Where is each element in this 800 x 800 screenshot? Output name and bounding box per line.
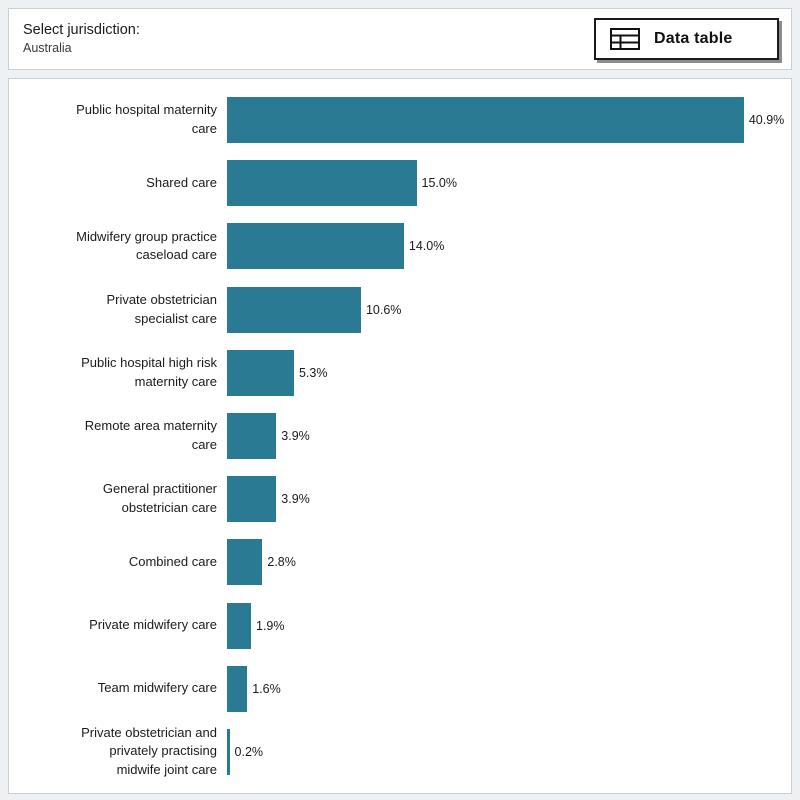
bar[interactable] (227, 413, 276, 459)
bar-value-label: 40.9% (748, 113, 785, 127)
chart-row (19, 721, 781, 783)
category-label: Private obstetrician specialist care (106, 291, 217, 326)
category-label: Team midwifery care (97, 680, 217, 696)
category-label: Remote area maternity care (84, 418, 217, 452)
bar-value-label: 1.9% (256, 618, 285, 633)
bar-area (227, 342, 781, 404)
bar-area (227, 89, 784, 151)
bar[interactable] (227, 97, 744, 143)
bar-area (227, 279, 781, 341)
bar-value-label: 15.0% (421, 176, 457, 191)
bar-area (227, 152, 781, 214)
bar-area (227, 658, 781, 720)
chart-row (19, 89, 785, 151)
bar-value-label: 3.9% (281, 492, 310, 507)
category-label: Midwifery group practice caseload care (76, 228, 217, 263)
chart-row (19, 595, 781, 657)
category-label: Combined care (128, 553, 217, 569)
bar-area (227, 595, 781, 657)
category-label: General practitioner obstetrician care (102, 481, 217, 516)
chart-panel (8, 78, 792, 794)
bar[interactable] (227, 223, 404, 269)
table-icon (610, 28, 640, 50)
bar[interactable] (227, 539, 262, 585)
bar-value-label: 1.6% (252, 681, 281, 696)
chart-row (19, 531, 781, 593)
bar-value-label: 0.2% (234, 744, 264, 759)
chart-row (19, 658, 781, 720)
bar-value-label: 2.8% (267, 555, 296, 570)
bar-value-label: 10.6% (365, 302, 402, 317)
chart-row (19, 279, 781, 341)
bar[interactable] (227, 160, 417, 206)
bar[interactable] (227, 287, 361, 333)
bar-area (227, 721, 781, 783)
chart-row (19, 152, 781, 214)
category-label: Shared care (146, 174, 217, 190)
bar[interactable] (227, 476, 276, 522)
jurisdiction-label: Select jurisdiction: (23, 21, 140, 38)
header-panel (8, 8, 792, 70)
bar[interactable] (227, 603, 251, 649)
category-label: Private midwifery care (89, 617, 217, 633)
category-label: Public hospital maternity care (76, 102, 217, 136)
jurisdiction-selector[interactable] (23, 23, 140, 56)
category-label: Public hospital high risk maternity care (81, 354, 217, 389)
bar-value-label: 14.0% (408, 239, 445, 254)
chart-row (19, 468, 781, 530)
category-label: Private obstetrician and privately practising midwife joint care (81, 724, 217, 778)
bar[interactable] (227, 350, 294, 396)
chart-row (19, 405, 781, 467)
chart-row (19, 342, 781, 404)
bar-value-label: 3.9% (281, 428, 310, 443)
chart-row (19, 215, 781, 277)
bar-value-label: 5.3% (298, 365, 328, 380)
jurisdiction-value[interactable]: Australia (23, 40, 72, 55)
bar-area (227, 215, 781, 277)
bar-chart (19, 89, 785, 783)
data-table-button-label: Data table (654, 30, 733, 47)
bar-area (227, 405, 781, 467)
bar-area (227, 468, 781, 530)
data-table-button[interactable] (594, 18, 779, 60)
bar-area (227, 531, 781, 593)
bar[interactable] (227, 666, 247, 712)
